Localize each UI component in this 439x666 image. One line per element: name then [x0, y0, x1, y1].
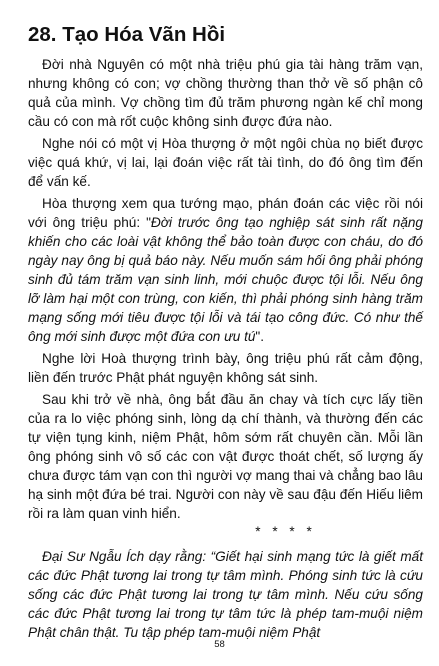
chapter-title: 28. Tạo Hóa Vãn Hồi [28, 23, 226, 46]
paragraph-3-lead: Hòa thượng xem qua tướng mạo, phán đoán các việc rồi nói với ông triệu phú: " [28, 196, 423, 230]
body-text [28, 55, 423, 642]
paragraph-5: Sau khi trở về nhà, ông bắt đầu ăn chay và tích cực lấy tiền của ra lo việc phóng sinh, lòng dạ chí thành, và thường đến các tự viện tụng kinh, niệm Phật, hôm sớm rất chuyên cần. Mỗi lần ông phóng sinh vô số các con vật được thoát chết, số lượng ấy chưa được tám vạn con thì người vợ mang thai và chẳng bao lâu hạ sinh một đứa bé trai. Người con này về sau đậu đến Hiếu liêm rồi ra làm quan vinh hiển. [28, 392, 423, 521]
paragraph-1: Đời nhà Nguyên có một nhà triệu phú gia tài hàng trăm vạn, nhưng không có con; vợ chồng thường than thở về số phận cô quả của mình. Vợ chồng tìm đủ trăm phương ngàn kế chỉ mong cầu có con mà rốt cuộc không sinh được đứa nào. [28, 57, 423, 129]
paragraph-2: Nghe nói có một vị Hòa thượng ở một ngôi chùa nọ biết được việc quá khứ, vị lai, lại đoán việc rất tài tình, do đó ông tìm đến để vấn kế. [28, 136, 423, 189]
paragraph-4: Nghe lời Hoà thượng trình bày, ông triệu phú rất cảm động, liền đến trước Phật phát nguyện không sát sinh. [28, 351, 423, 385]
monk-quote: Đời trước ông tạo nghiệp sát sinh rất nặng khiến cho các loài vật không thể bảo toàn được con cháu, do đó ngày nay ông bị quả báo này. Nếu muốn sám hối ông phải phóng sinh đủ tám trăm vạn sinh linh, mới chuộc được tội lỗi. Nếu ông lỡ làm hại một con trùng, con kiến, thì phải phóng sinh hàng trăm mạng sống mới tiêu được tội lỗi và tái tạo công đức. Có như thế ông mới sinh được một đứa con ưu tú [28, 215, 423, 344]
paragraph-3-tail: ". [255, 329, 265, 344]
page-number: 58 [214, 639, 225, 650]
section-separator: * * * * [255, 524, 316, 539]
paragraph-3 [28, 194, 423, 346]
master-quote-paragraph: Đại Sư Ngẫu Ích dạy rằng: “Giết hại sinh mạng tức là giết mất các đức Phật tương lai trong tự tâm mình. Phóng sinh tức là cứu sống các đức Phật tương lai trong tự tâm mình. Nếu cứu sống các đức Phật tương lai trong tự tâm tức là phép tam-muội niệm Phật chân thật. Tu tập phép tam-muội niệm Phật [28, 549, 423, 640]
